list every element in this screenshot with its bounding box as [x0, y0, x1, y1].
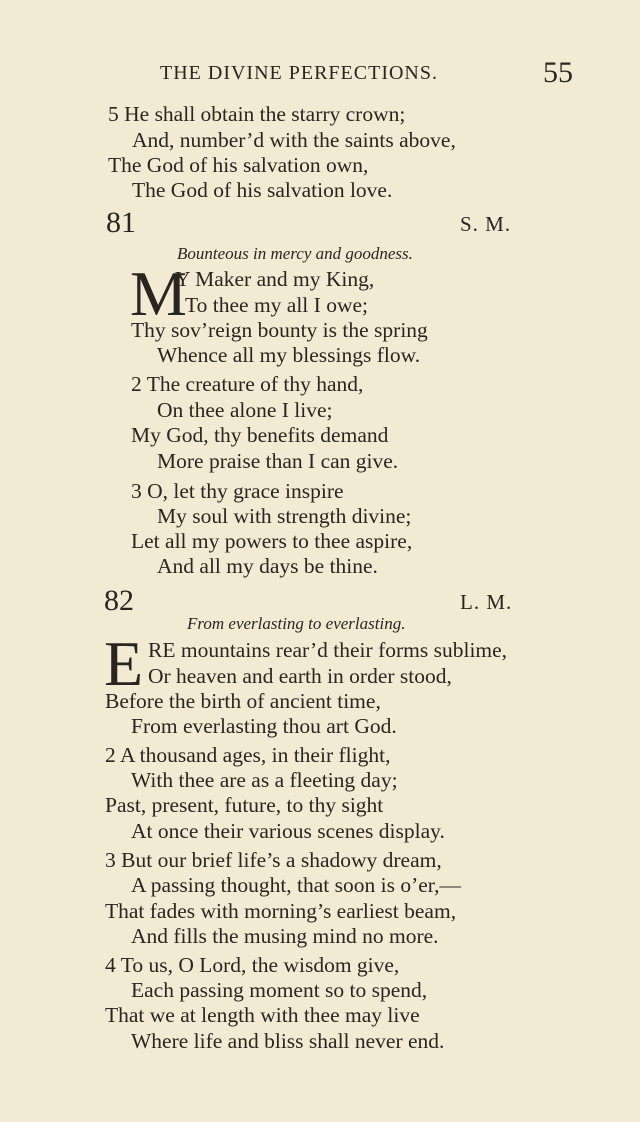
verse-line: The God of his salvation own,	[108, 153, 369, 177]
verse-line: On thee alone I live;	[157, 398, 333, 422]
drop-cap: M	[130, 258, 187, 329]
verse-line: Thy sov’reign bounty is the spring	[131, 318, 428, 342]
verse-line: That we at length with thee may live	[105, 1003, 420, 1027]
verse-line: More praise than I can give.	[157, 449, 399, 473]
verse-line: My soul with strength divine;	[157, 504, 412, 528]
verse-line: RE mountains rear’d their forms sublime,	[148, 638, 508, 662]
hymn-meter: S. M.	[460, 212, 512, 236]
verse-line: Let all my powers to thee aspire,	[131, 529, 413, 553]
verse-line: At once their various scenes display.	[131, 819, 445, 843]
hymn-meter: L. M.	[460, 590, 513, 614]
verse-line: 2 A thousand ages, in their flight,	[105, 743, 391, 767]
verse-line: Or heaven and earth in order stood,	[148, 664, 452, 688]
hymn-subtitle: Bounteous in mercy and goodness.	[177, 244, 413, 263]
verse-line: Whence all my blessings flow.	[157, 343, 421, 367]
running-header: THE DIVINE PERFECTIONS.	[160, 62, 438, 84]
verse-line: And, number’d with the saints above,	[132, 128, 456, 152]
verse-line: Where life and bliss shall never end.	[131, 1029, 445, 1053]
verse-line: 3 O, let thy grace inspire	[131, 479, 344, 503]
verse-line: 3 But our brief life’s a shadowy dream,	[105, 848, 442, 872]
drop-cap: E	[104, 628, 144, 699]
verse-line: My God, thy benefits demand	[131, 423, 389, 447]
hymn-subtitle: From everlasting to everlasting.	[187, 614, 406, 633]
verse-line: From everlasting thou art God.	[131, 714, 397, 738]
verse-line: Before the birth of ancient time,	[105, 689, 381, 713]
verse-line: Past, present, future, to thy sight	[105, 793, 384, 817]
verse-line: That fades with morning’s earliest beam,	[105, 899, 457, 923]
page-number: 55	[543, 56, 573, 89]
verse-line: 4 To us, O Lord, the wisdom give,	[105, 953, 400, 977]
hymn-number: 81	[106, 206, 136, 239]
verse-line: And fills the musing mind no more.	[131, 924, 439, 948]
verse-line: And all my days be thine.	[157, 554, 378, 578]
verse-line: The God of his salvation love.	[132, 178, 393, 202]
verse-line: 2 The creature of thy hand,	[131, 372, 364, 396]
verse-line: To thee my all I owe;	[185, 293, 368, 317]
verse-line: 5 He shall obtain the starry crown;	[108, 102, 406, 126]
verse-line: A passing thought, that soon is o’er,—	[131, 873, 461, 897]
verse-line: Each passing moment so to spend,	[131, 978, 428, 1002]
verse-line: With thee are as a fleeting day;	[131, 768, 398, 792]
verse-line: Y Maker and my King,	[175, 267, 375, 291]
hymn-number: 82	[104, 584, 134, 617]
